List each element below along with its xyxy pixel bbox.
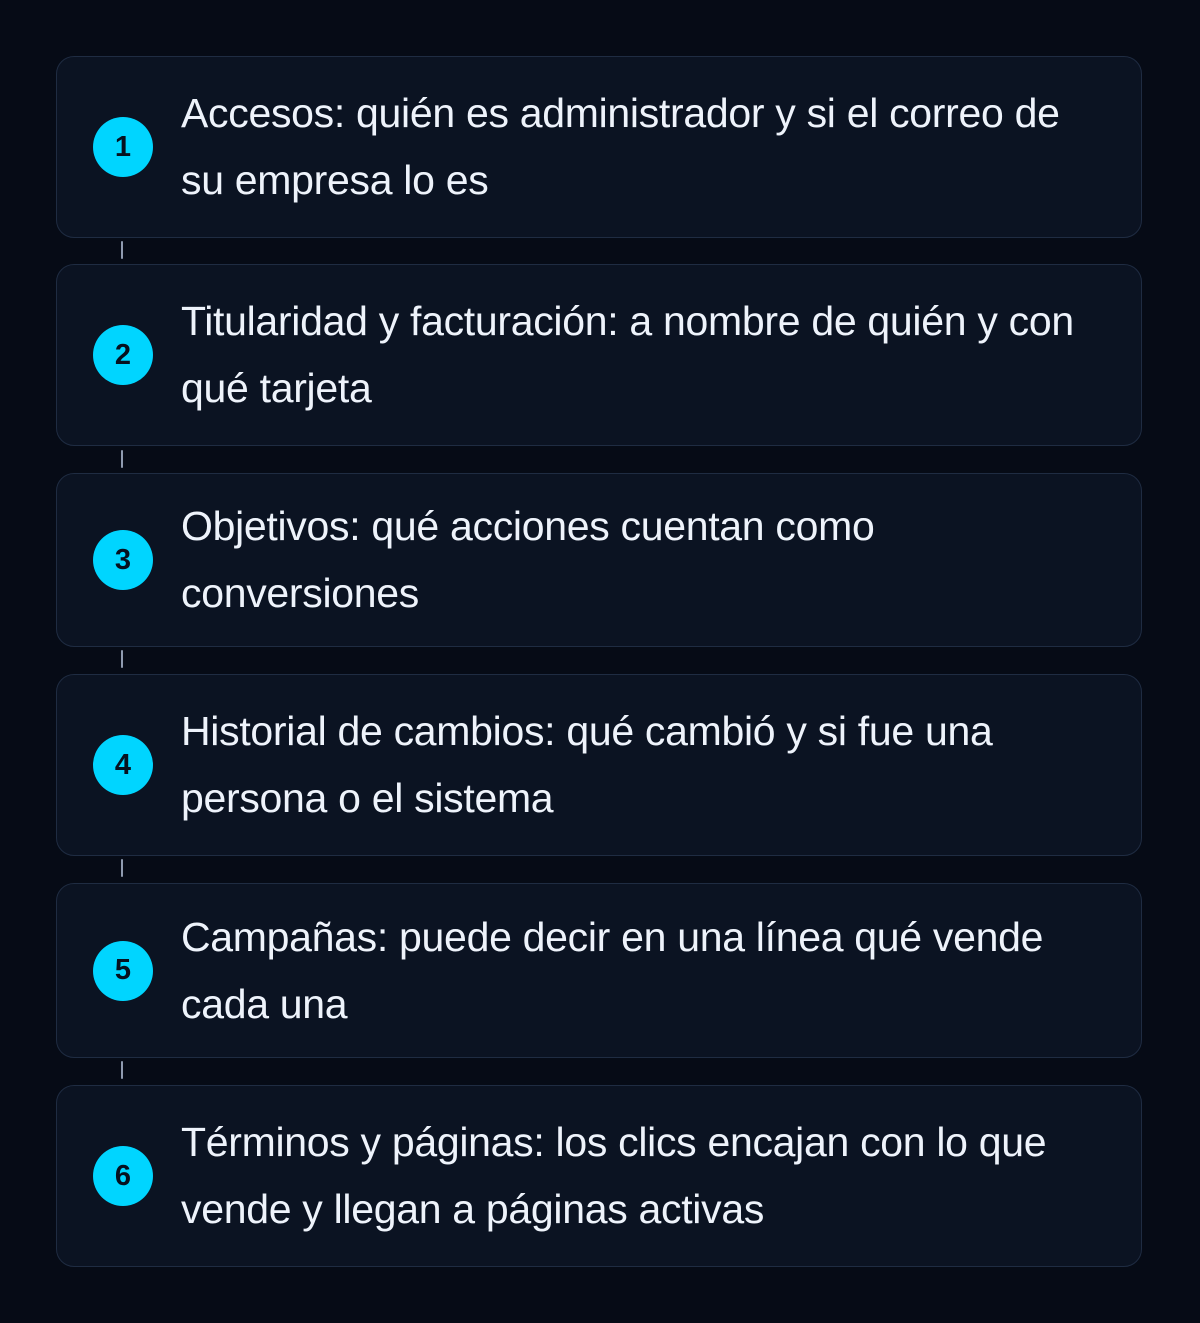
step-number-badge-1: 1 [93, 117, 153, 177]
step-number-badge-2: 2 [93, 325, 153, 385]
step-text-5: Campañas: puede decir en una línea qué vende cada una [181, 913, 1044, 1027]
step-card-6 [56, 1085, 1142, 1267]
step-card-3 [56, 473, 1142, 647]
step-number-badge-5: 5 [93, 941, 153, 1001]
step-card-1 [56, 56, 1142, 238]
connector-line-3-4 [121, 650, 123, 668]
step-text-3: Objetivos: qué acciones cuentan como conversiones [181, 503, 875, 616]
step-card-4 [56, 674, 1142, 856]
connector-line-4-5 [121, 859, 123, 877]
step-text-4: Historial de cambios: qué cambió y si fue una persona o el sistema [181, 708, 993, 821]
connector-line-1-2 [121, 241, 123, 259]
connector-line-5-6 [121, 1061, 123, 1079]
connector-line-2-3 [121, 450, 123, 468]
step-card-2 [56, 264, 1142, 446]
step-number-badge-4: 4 [93, 735, 153, 795]
step-card-5 [56, 883, 1142, 1058]
step-number-badge-6: 6 [93, 1146, 153, 1206]
step-text-2: Titularidad y facturación: a nombre de quién y con qué tarjeta [181, 298, 1074, 411]
step-text-6: Términos y páginas: los clics encajan con lo que vende y llegan a páginas activas [181, 1119, 1047, 1232]
step-text-1: Accesos: quién es administrador y si el correo de su empresa lo es [181, 90, 1060, 203]
step-number-badge-3: 3 [93, 530, 153, 590]
